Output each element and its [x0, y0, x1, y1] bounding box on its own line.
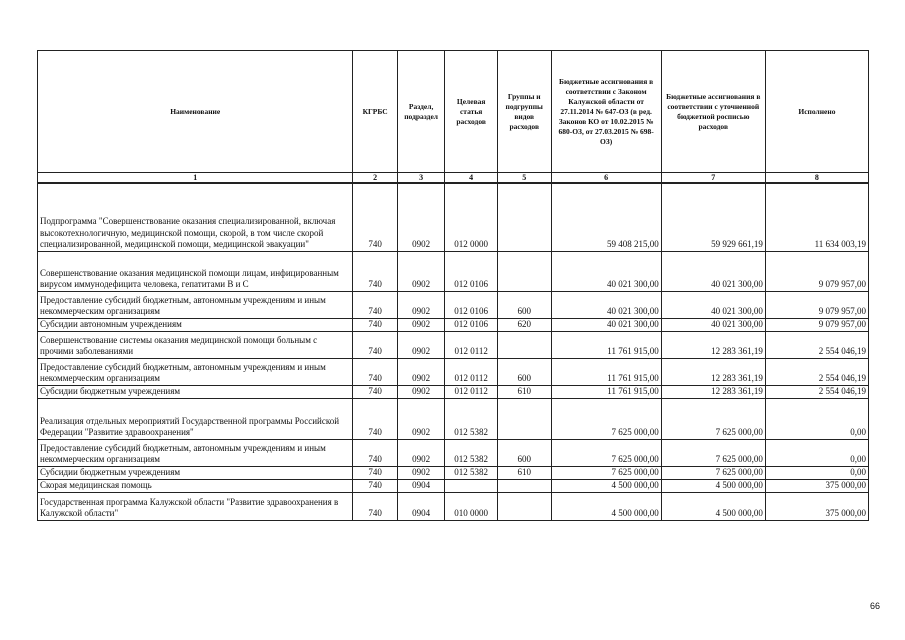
row-law-amount: 7 625 000,00 — [551, 466, 661, 479]
row-group: 600 — [497, 439, 551, 466]
column-number-row — [38, 173, 869, 184]
row-kgrbs: 740 — [353, 439, 397, 466]
table-row — [38, 385, 869, 398]
row-section: 0902 — [397, 358, 445, 385]
row-article: 012 5382 — [445, 439, 498, 466]
row-plan-amount: 7 625 000,00 — [661, 466, 765, 479]
table-row — [38, 318, 869, 331]
row-law-amount: 4 500 000,00 — [551, 479, 661, 492]
row-section: 0902 — [397, 439, 445, 466]
header-law-allocations: Бюджетные ассигнования в соответствии с Законом Калужской области от 27.11.2014 № 647-ОЗ (в ред. Законов КО от 10.02.2015 № 680-ОЗ, от 27.03.2015 № 698-ОЗ) — [551, 51, 661, 173]
row-article: 012 0106 — [445, 291, 498, 318]
row-executed-amount: 0,00 — [765, 439, 868, 466]
row-group — [497, 479, 551, 492]
row-plan-amount: 40 021 300,00 — [661, 251, 765, 291]
table-row — [38, 466, 869, 479]
row-section: 0902 — [397, 466, 445, 479]
row-executed-amount: 0,00 — [765, 466, 868, 479]
table-row — [38, 479, 869, 492]
row-plan-amount: 59 929 661,19 — [661, 183, 765, 251]
row-section: 0902 — [397, 251, 445, 291]
row-article: 010 0000 — [445, 492, 498, 520]
header-expense-group: Группы и подгруппы видов расходов — [497, 51, 551, 173]
row-plan-amount: 4 500 000,00 — [661, 479, 765, 492]
row-executed-amount: 2 554 046,19 — [765, 331, 868, 358]
row-name: Подпрограмма "Совершенствование оказания специализированной, включая высокотехнологичную, медицинской помощи, скорой, в том числе скорой специализированной, медицинской помощи, медицинской эвакуации" — [38, 183, 353, 251]
column-number: 1 — [38, 173, 353, 184]
row-name: Реализация отдельных мероприятий Государственной программы Российской Федерации "Развитие здравоохранения" — [38, 398, 353, 439]
column-number: 8 — [765, 173, 868, 184]
row-group: 600 — [497, 358, 551, 385]
row-executed-amount: 2 554 046,19 — [765, 385, 868, 398]
row-article: 012 0112 — [445, 331, 498, 358]
header-executed: Исполнено — [765, 51, 868, 173]
row-law-amount: 11 761 915,00 — [551, 358, 661, 385]
row-kgrbs: 740 — [353, 479, 397, 492]
row-section: 0904 — [397, 492, 445, 520]
row-kgrbs: 740 — [353, 291, 397, 318]
row-group: 610 — [497, 385, 551, 398]
row-kgrbs: 740 — [353, 358, 397, 385]
row-name: Предоставление субсидий бюджетным, автономным учреждениям и иным некоммерческим организациям — [38, 358, 353, 385]
row-group — [497, 251, 551, 291]
row-law-amount: 11 761 915,00 — [551, 331, 661, 358]
row-article: 012 0106 — [445, 318, 498, 331]
row-law-amount: 4 500 000,00 — [551, 492, 661, 520]
row-article: 012 0112 — [445, 385, 498, 398]
row-law-amount: 40 021 300,00 — [551, 291, 661, 318]
row-article — [445, 479, 498, 492]
row-section: 0902 — [397, 385, 445, 398]
row-kgrbs: 740 — [353, 251, 397, 291]
table-row — [38, 492, 869, 520]
row-executed-amount: 0,00 — [765, 398, 868, 439]
table-row — [38, 291, 869, 318]
row-plan-amount: 7 625 000,00 — [661, 398, 765, 439]
header-target-article: Целевая статья расходов — [445, 51, 498, 173]
column-number: 4 — [445, 173, 498, 184]
header-kgrbs: КГРБС — [353, 51, 397, 173]
column-number: 5 — [497, 173, 551, 184]
row-name: Субсидии бюджетным учреждениям — [38, 385, 353, 398]
column-number: 7 — [661, 173, 765, 184]
row-plan-amount: 12 283 361,19 — [661, 331, 765, 358]
row-executed-amount: 9 079 957,00 — [765, 318, 868, 331]
table-row — [38, 439, 869, 466]
row-name: Предоставление субсидий бюджетным, автономным учреждениям и иным некоммерческим организациям — [38, 291, 353, 318]
row-section: 0902 — [397, 291, 445, 318]
row-kgrbs: 740 — [353, 318, 397, 331]
row-law-amount: 59 408 215,00 — [551, 183, 661, 251]
row-article: 012 0000 — [445, 183, 498, 251]
table-row — [38, 331, 869, 358]
row-group — [497, 183, 551, 251]
column-number: 3 — [397, 173, 445, 184]
row-name: Скорая медицинская помощь — [38, 479, 353, 492]
row-group: 620 — [497, 318, 551, 331]
header-section: Раздел, подраздел — [397, 51, 445, 173]
row-kgrbs: 740 — [353, 331, 397, 358]
header-name: Наименование — [38, 51, 353, 173]
row-plan-amount: 12 283 361,19 — [661, 358, 765, 385]
row-name: Совершенствование оказания медицинской помощи лицам, инфицированным вирусом иммунодефицита человека, гепатитами В и С — [38, 251, 353, 291]
row-group: 610 — [497, 466, 551, 479]
row-plan-amount: 7 625 000,00 — [661, 439, 765, 466]
row-name: Субсидии автономным учреждениям — [38, 318, 353, 331]
table-row — [38, 398, 869, 439]
header-row — [38, 51, 869, 173]
budget-execution-table — [37, 50, 869, 521]
row-executed-amount: 9 079 957,00 — [765, 291, 868, 318]
column-number: 6 — [551, 173, 661, 184]
row-plan-amount: 12 283 361,19 — [661, 385, 765, 398]
row-law-amount: 7 625 000,00 — [551, 439, 661, 466]
row-section: 0902 — [397, 183, 445, 251]
row-kgrbs: 740 — [353, 385, 397, 398]
row-group — [497, 492, 551, 520]
row-law-amount: 40 021 300,00 — [551, 251, 661, 291]
row-kgrbs: 740 — [353, 492, 397, 520]
row-name: Совершенствование системы оказания медицинской помощи больным с прочими заболеваниями — [38, 331, 353, 358]
row-section: 0902 — [397, 318, 445, 331]
row-law-amount: 11 761 915,00 — [551, 385, 661, 398]
row-executed-amount: 9 079 957,00 — [765, 251, 868, 291]
row-article: 012 0106 — [445, 251, 498, 291]
header-plan-allocations: Бюджетные ассигнования в соответствии с уточненной бюджетной росписью расходов — [661, 51, 765, 173]
row-law-amount: 7 625 000,00 — [551, 398, 661, 439]
row-executed-amount: 2 554 046,19 — [765, 358, 868, 385]
row-plan-amount: 40 021 300,00 — [661, 318, 765, 331]
row-executed-amount: 375 000,00 — [765, 492, 868, 520]
row-kgrbs: 740 — [353, 466, 397, 479]
row-law-amount: 40 021 300,00 — [551, 318, 661, 331]
row-section: 0904 — [397, 479, 445, 492]
table-row — [38, 251, 869, 291]
table-row — [38, 183, 869, 251]
row-executed-amount: 11 634 003,19 — [765, 183, 868, 251]
row-name: Предоставление субсидий бюджетным, автономным учреждениям и иным некоммерческим организациям — [38, 439, 353, 466]
row-kgrbs: 740 — [353, 183, 397, 251]
row-kgrbs: 740 — [353, 398, 397, 439]
row-name: Субсидии бюджетным учреждениям — [38, 466, 353, 479]
row-article: 012 5382 — [445, 466, 498, 479]
row-plan-amount: 40 021 300,00 — [661, 291, 765, 318]
column-number: 2 — [353, 173, 397, 184]
row-executed-amount: 375 000,00 — [765, 479, 868, 492]
row-section: 0902 — [397, 331, 445, 358]
row-section: 0902 — [397, 398, 445, 439]
row-group: 600 — [497, 291, 551, 318]
row-article: 012 0112 — [445, 358, 498, 385]
table-row — [38, 358, 869, 385]
row-group — [497, 331, 551, 358]
page-number: 66 — [870, 601, 881, 611]
row-article: 012 5382 — [445, 398, 498, 439]
row-plan-amount: 4 500 000,00 — [661, 492, 765, 520]
row-name: Государственная программа Калужской области "Развитие здравоохранения в Калужской области" — [38, 492, 353, 520]
row-group — [497, 398, 551, 439]
